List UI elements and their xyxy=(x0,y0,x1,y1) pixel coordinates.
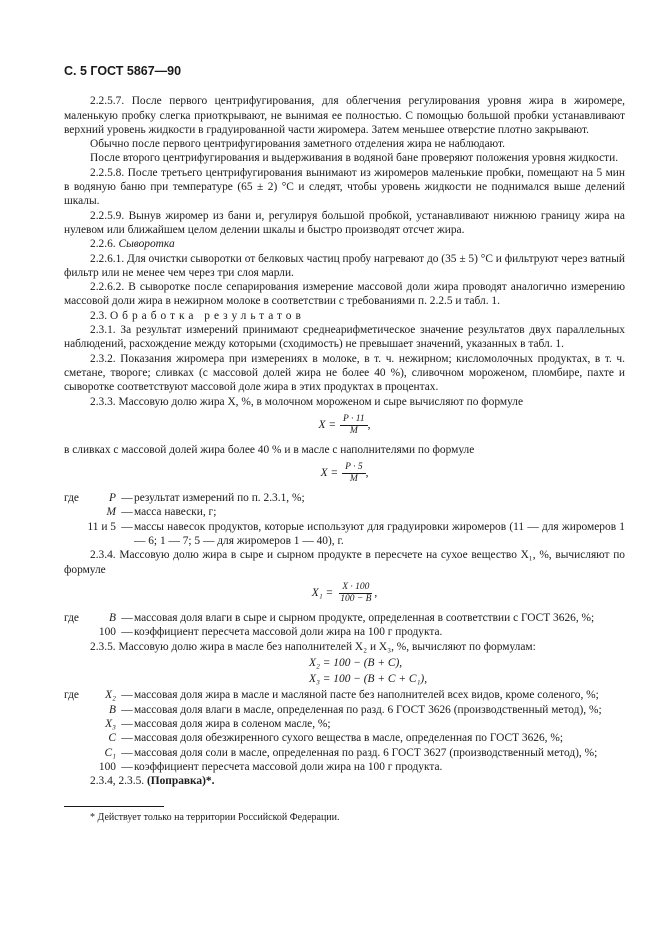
legend-row xyxy=(64,520,625,549)
legend-where xyxy=(64,505,84,519)
paragraph-2-3-4: 2.3.4. Массовую долю жира в сыре и сырном продукте в пересчете на сухое вещество X₁, %, вычисляют по формуле xyxy=(64,549,625,576)
legend-row xyxy=(64,717,625,731)
legend-dash: — xyxy=(121,703,133,716)
section-number: 2.2.6. xyxy=(90,238,119,251)
legend-description: массовая доля соли в масле, определенная по разд. 6 ГОСТ 3627 (производственный метод), %; xyxy=(134,746,598,759)
legend-description: массовая доля влаги в сыре и сырном продукте, определенная в соответствии с ГОСТ 3626, %; xyxy=(134,611,595,624)
legend-description: масса навески, г; xyxy=(134,506,217,519)
legend-description: массовая доля жира в соленом масле, %; xyxy=(134,717,331,730)
fraction-numerator: P · 11 xyxy=(340,414,368,426)
legend-row xyxy=(64,505,625,519)
fraction-numerator: P · 5 xyxy=(342,462,366,474)
paragraph-observation: Обычно после первого центрифугирования заметного отделения жира не наблюдают. xyxy=(90,138,505,151)
formula-x-cream xyxy=(64,462,625,485)
fraction-denominator: M xyxy=(349,425,358,436)
paragraph-2-2-5-9: 2.2.5.9. Вынув жиромер из бани и, регулируя большой пробкой, устанавливают нижнюю границу жира на нулевом или ближайшем целом делении шкалы и быстро производят отсчет жира. xyxy=(64,209,625,236)
legend-dash: — xyxy=(121,611,133,624)
formula-x-ice-cream xyxy=(64,414,625,437)
legend-dash: — xyxy=(121,506,133,519)
fraction-denominator: M xyxy=(349,474,358,485)
legend-where: где xyxy=(64,689,79,702)
legend-where xyxy=(64,731,84,745)
legend-symbol: B xyxy=(109,611,116,624)
paragraph-2-2-6-2: 2.2.6.2. В сыворотке после сепарирования измерение массовой доли жира проводят аналогично измерению массовой доли жира в нежирном молоке в соответствии с требованиями п. 2.2.5 и табл. 1. xyxy=(64,281,625,308)
legend-symbol: C₁ xyxy=(104,746,116,759)
legend-symbol: 11 и 5 xyxy=(87,520,116,533)
paragraph-2-3-2: 2.3.2. Показания жиромера при измерениях в молоке, в т. ч. нежирном; кисломолочных продуктах, в т. ч. сметане, твороге; сливках (с массовой долей жира не более 40 %), сливочном мороженом, пломбире, пахте и сыворотке соответствуют массовой доле жира в этих продуктах в процентах. xyxy=(64,352,625,394)
legend-where xyxy=(64,717,84,731)
legend-where xyxy=(64,746,84,760)
legend-dash: — xyxy=(121,717,133,730)
amendment-number: 2.3.4, 2.3.5. xyxy=(90,775,147,788)
legend-symbol: M xyxy=(106,506,116,519)
paragraph-2-2-5-8: 2.2.5.8. После третьего центрифугирования вынимают из жиромеров маленькие пробки, помещают на 5 мин в водяную баню при температуре (65 ± 2) °С и следят, чтобы уровень жидкости не поднимался выше делений шкалы. xyxy=(64,166,625,208)
page-header: С. 5 ГОСТ 5867—90 xyxy=(64,64,182,78)
legend-row xyxy=(64,625,625,639)
legend-dash: — xyxy=(121,520,133,533)
formula-tail: , xyxy=(367,419,371,432)
legend-symbol: B xyxy=(109,703,116,716)
fraction-numerator: X · 100 xyxy=(339,582,372,594)
paragraph-second-centrifuge: После второго центрифугирования и выдерживания в водяной бане проверяют положения уровня жидкости. xyxy=(90,152,619,165)
legend-symbol: C xyxy=(108,732,116,745)
section-title: Сыворотка xyxy=(118,238,175,251)
legend-where: где xyxy=(64,492,79,505)
legend-description: коэффициент пересчета массовой доли жира на 100 г продукта. xyxy=(134,760,443,773)
formula-lhs: X = xyxy=(320,467,339,480)
formula-lhs: X₁ = xyxy=(311,587,334,600)
legend-description: массовая доля жира в масле и масляной пасте без наполнителей всех видов, кроме соленого, %; xyxy=(134,689,599,702)
paragraph-2-3-3: 2.3.3. Массовую долю жира X, %, в молочном мороженом и сыре вычисляют по формуле xyxy=(90,395,524,408)
legend-row xyxy=(64,746,625,760)
section-2-3-heading xyxy=(64,309,625,323)
paragraph-cream-formula: в сливках с массовой долей жира более 40 % и в масле с наполнителями по формуле xyxy=(64,443,475,456)
legend-description: массы навесок продуктов, которые используют для градуировки жиромеров (11 — для жиромеров 1 — 6; 1 — 7; 5 — для жиромеров 1 — 40), г. xyxy=(134,520,625,548)
legend-dash: — xyxy=(121,689,133,702)
footnote-divider xyxy=(64,806,164,807)
legend-symbol: 100 xyxy=(98,760,116,773)
legend-symbol: X₂ xyxy=(105,689,116,702)
legend-formula-3 xyxy=(64,688,625,774)
fraction-denominator: 100 − B xyxy=(340,593,372,604)
fraction xyxy=(342,462,366,485)
paragraph-2-2-6-1: 2.2.6.1. Для очистки сыворотки от белковых частиц пробу нагревают до (35 ± 5) °С и фильтруют через ватный фильтр или не менее чем через три слоя марли. xyxy=(64,252,626,279)
legend-dash: — xyxy=(121,626,133,639)
legend-description: массовая доля влаги в масле, определенная по разд. 6 ГОСТ 3626 (производственный метод), %; xyxy=(134,703,602,716)
legend-dash: — xyxy=(121,492,133,505)
amendment-label: (Поправка)*. xyxy=(146,775,215,788)
paragraph-2-2-5-7: 2.2.5.7. После первого центрифугирования, для облегчения регулирования уровня жира в жиромере, маленькую пробку слегка приоткрывают, не вынимая ее полностью. С помощью большой пробки устанавливают верхний уровень жидкости в градуированной части жиромера. Затем меньшее отверстие плотно закрывают. xyxy=(64,95,625,136)
formula-tail: , xyxy=(365,467,369,480)
fraction xyxy=(337,582,374,605)
legend-row xyxy=(64,611,625,625)
paragraph-2-3-1: 2.3.1. За результат измерений принимают среднеарифметическое значение результатов двух параллельных наблюдений, расхождение между которыми (сходимость) не превышает значений, указанных в табл. 1. xyxy=(64,324,625,351)
legend-row xyxy=(64,703,625,717)
formula-x1 xyxy=(64,582,625,605)
fraction xyxy=(340,414,368,437)
legend-description: результат измерений по п. 2.3.1, %; xyxy=(134,492,305,505)
legend-where: где xyxy=(64,611,79,624)
legend-dash: — xyxy=(121,732,133,745)
paragraph-2-3-5: 2.3.5. Массовую долю жира в масле без наполнителей X₂ и X₃, %, вычисляют по формулам: xyxy=(90,640,536,653)
formula-tail: , xyxy=(374,587,378,600)
legend-description: коэффициент пересчета массовой доли жира на 100 г продукта. xyxy=(134,626,443,639)
section-title: Обработка результатов xyxy=(109,309,305,322)
legend-symbol: P xyxy=(109,492,116,505)
footnote: * Действует только на территории Российской Федерации. xyxy=(90,812,340,824)
legend-row xyxy=(64,760,625,774)
legend-dash: — xyxy=(121,760,133,773)
legend-dash: — xyxy=(121,746,133,759)
legend-row xyxy=(64,688,625,702)
formula-x2: X₂ = 100 − (B + C), xyxy=(309,656,403,669)
legend-description: массовая доля обезжиренного сухого вещества в масле, определенная по ГОСТ 3626, %; xyxy=(134,732,564,745)
legend-formula-2 xyxy=(64,611,625,640)
formula-x3: X₃ = 100 − (B + C + C₁), xyxy=(309,673,428,686)
section-2-2-6-heading xyxy=(64,237,625,251)
legend-row xyxy=(64,731,625,745)
section-number: 2.3. xyxy=(90,309,110,322)
formula-lhs: X = xyxy=(318,419,337,432)
paragraph-amendment xyxy=(64,774,625,788)
legend-row xyxy=(64,491,625,505)
legend-symbol: 100 xyxy=(98,626,116,639)
legend-symbol: X₃ xyxy=(105,717,116,730)
legend-formula-1 xyxy=(64,491,625,548)
legend-where xyxy=(64,703,84,717)
